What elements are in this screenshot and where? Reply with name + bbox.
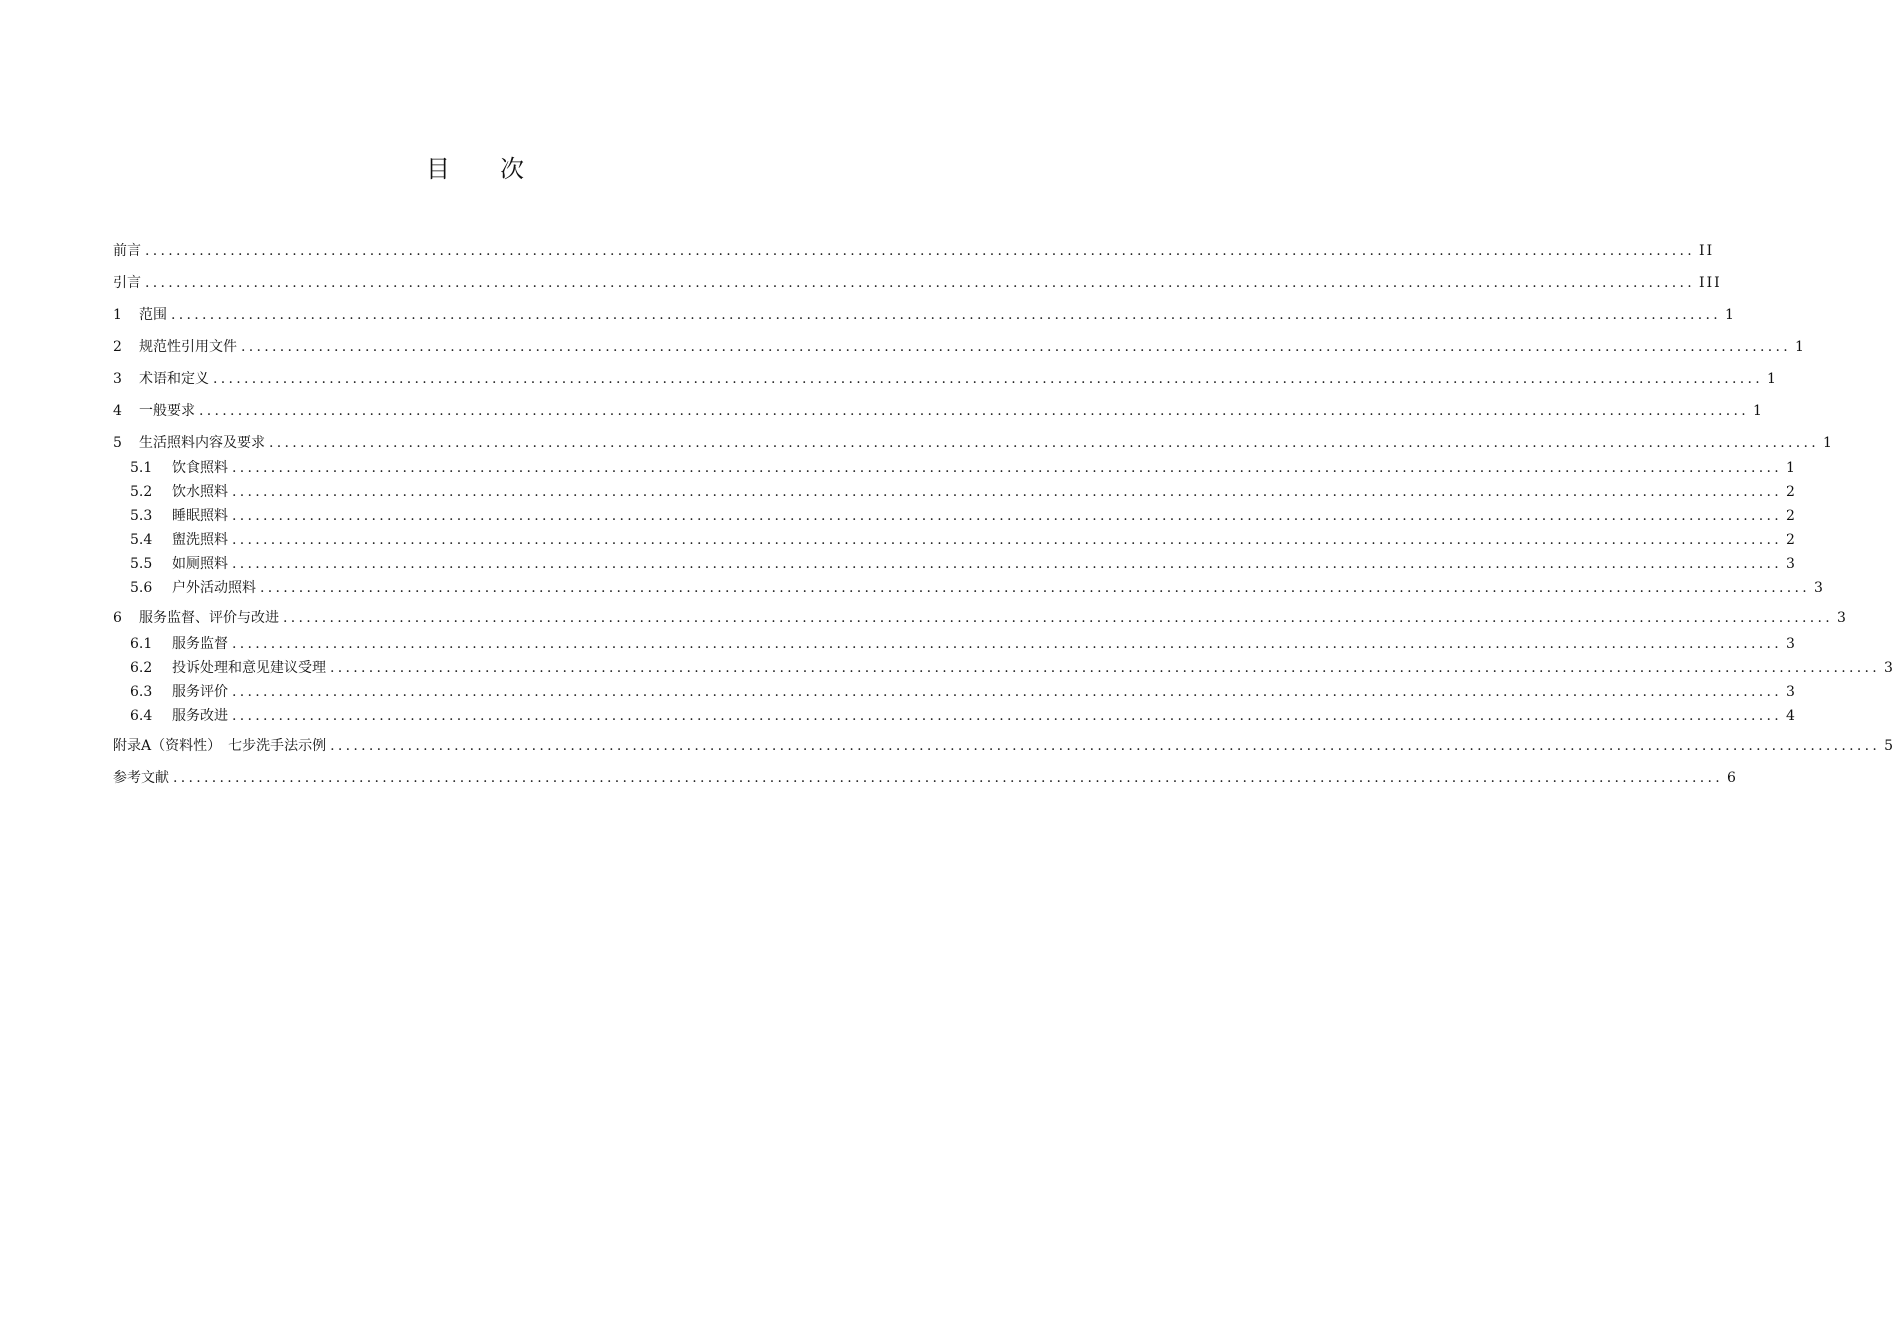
toc-entry-page: 1 <box>1795 339 1806 355</box>
toc-entry-title: 饮食照料 <box>172 460 228 476</box>
toc-entry-title: 附录A（资料性） 七步洗手法示例 <box>113 738 327 754</box>
toc-dot-leader: ........................................................................................................................................................................................................ <box>232 684 1783 700</box>
toc-entry-page: 3 <box>1786 556 1797 572</box>
toc-dot-leader: ........................................................................................................................................................................................................ <box>260 580 1811 596</box>
toc-dot-leader: ........................................................................................................................................................................................................ <box>171 307 1722 323</box>
toc-entry-title: 参考文献 <box>113 770 169 786</box>
toc-entry-page: 1 <box>1753 403 1764 419</box>
toc-entry[interactable] <box>130 682 1797 702</box>
toc-entry-number: 5.4 <box>130 532 153 548</box>
toc-entry-page: 6 <box>1727 770 1738 786</box>
toc-entry-page: 1 <box>1786 460 1797 476</box>
toc-entry[interactable] <box>130 578 1825 598</box>
toc-dot-leader: ........................................................................................................................................................................................................ <box>283 610 1834 626</box>
toc-dot-leader: ........................................................................................................................................................................................................ <box>232 556 1783 572</box>
toc-entry-title: 户外活动照料 <box>172 580 256 596</box>
toc-dot-leader: ........................................................................................................................................................................................................ <box>232 708 1783 724</box>
toc-entry-page: 3 <box>1786 684 1797 700</box>
toc-entry-title: 投诉处理和意见建议受理 <box>172 660 326 676</box>
toc-entry-page: 3 <box>1814 580 1825 596</box>
toc-entry-title: 术语和定义 <box>139 371 209 387</box>
toc-entry[interactable] <box>113 337 1806 357</box>
page-title: 目次 <box>426 155 574 183</box>
toc-entry-number: 6 <box>113 610 122 626</box>
toc-entry-page: 2 <box>1786 484 1797 500</box>
toc-entry-title: 范围 <box>139 307 167 323</box>
toc-entry-page: 2 <box>1786 532 1797 548</box>
toc-dot-leader: ........................................................................................................................................................................................................ <box>232 460 1783 476</box>
toc-dot-leader: ........................................................................................................................................................................................................ <box>145 243 1696 259</box>
toc-entry[interactable] <box>113 241 1715 261</box>
toc-dot-leader: ........................................................................................................................................................................................................ <box>232 484 1783 500</box>
toc-entry[interactable] <box>130 554 1797 574</box>
toc-entry[interactable] <box>130 482 1797 502</box>
toc-entry-title: 如厕照料 <box>172 556 228 572</box>
toc-entry-number: 5.2 <box>130 484 153 500</box>
toc-entry-number: 5.6 <box>130 580 153 596</box>
toc-entry-page: 3 <box>1884 660 1895 676</box>
toc-entry[interactable] <box>130 506 1797 526</box>
toc-entry-title: 一般要求 <box>139 403 195 419</box>
toc-entry-page: 5 <box>1884 738 1895 754</box>
toc-entry-title: 服务监督、评价与改进 <box>139 610 279 626</box>
toc-entry-number: 6.2 <box>130 660 153 676</box>
toc-entry[interactable] <box>113 369 1778 389</box>
toc-dot-leader: ........................................................................................................................................................................................................ <box>145 275 1696 291</box>
toc-entry-page: 1 <box>1725 307 1736 323</box>
toc-entry-title: 前言 <box>113 243 141 259</box>
toc-entry-page: 3 <box>1786 636 1797 652</box>
toc-dot-leader: ........................................................................................................................................................................................................ <box>269 435 1820 451</box>
toc-entry-page: 1 <box>1823 435 1834 451</box>
toc-entry-title: 饮水照料 <box>172 484 228 500</box>
toc-entry[interactable] <box>113 401 1764 421</box>
toc-entry-page: 3 <box>1837 610 1848 626</box>
toc-dot-leader: ........................................................................................................................................................................................................ <box>173 770 1724 786</box>
toc-entry[interactable] <box>113 768 1738 788</box>
toc-entry-page: 1 <box>1767 371 1778 387</box>
toc-entry[interactable] <box>113 305 1736 325</box>
toc-entry-number: 5.3 <box>130 508 153 524</box>
toc-entry[interactable] <box>130 530 1797 550</box>
toc-dot-leader: ........................................................................................................................................................................................................ <box>213 371 1764 387</box>
toc-entry-title: 规范性引用文件 <box>139 339 237 355</box>
toc-entry-number: 6.3 <box>130 684 153 700</box>
toc-entry[interactable] <box>113 608 1848 628</box>
toc-entry[interactable] <box>130 706 1797 726</box>
toc-dot-leader: ........................................................................................................................................................................................................ <box>330 660 1881 676</box>
toc-entry[interactable] <box>130 458 1797 478</box>
toc-entry-title: 盥洗照料 <box>172 532 228 548</box>
toc-entry-page: 2 <box>1786 508 1797 524</box>
toc-entry-title: 服务改进 <box>172 708 228 724</box>
toc-entry-number: 5.5 <box>130 556 153 572</box>
toc-entry[interactable] <box>113 736 1895 756</box>
toc-entry-page: 4 <box>1786 708 1797 724</box>
toc-dot-leader: ........................................................................................................................................................................................................ <box>232 636 1783 652</box>
toc-entry-title: 服务评价 <box>172 684 228 700</box>
toc-dot-leader: ........................................................................................................................................................................................................ <box>232 532 1783 548</box>
toc-entry-title: 生活照料内容及要求 <box>139 435 265 451</box>
toc-entry-number: 6.1 <box>130 636 153 652</box>
toc-entry-number: 4 <box>113 403 122 419</box>
toc-dot-leader: ........................................................................................................................................................................................................ <box>241 339 1792 355</box>
toc-entry-page: III <box>1699 275 1722 291</box>
toc-dot-leader: ........................................................................................................................................................................................................ <box>232 508 1783 524</box>
toc-entry[interactable] <box>130 658 1895 678</box>
toc-entry-number: 1 <box>113 307 122 323</box>
toc-entry[interactable] <box>113 433 1834 453</box>
toc-entry-number: 5 <box>113 435 122 451</box>
toc-dot-leader: ........................................................................................................................................................................................................ <box>199 403 1750 419</box>
toc-entry-number: 5.1 <box>130 460 153 476</box>
toc-entry-title: 引言 <box>113 275 141 291</box>
toc-entry-page: II <box>1699 243 1715 259</box>
toc-entry-title: 睡眠照料 <box>172 508 228 524</box>
toc-entry-title: 服务监督 <box>172 636 228 652</box>
toc-entry-number: 2 <box>113 339 122 355</box>
toc-entry[interactable] <box>130 634 1797 654</box>
toc-dot-leader: ........................................................................................................................................................................................................ <box>330 738 1881 754</box>
toc-entry-number: 3 <box>113 371 122 387</box>
toc-entry-number: 6.4 <box>130 708 153 724</box>
toc-entry[interactable] <box>113 273 1722 293</box>
